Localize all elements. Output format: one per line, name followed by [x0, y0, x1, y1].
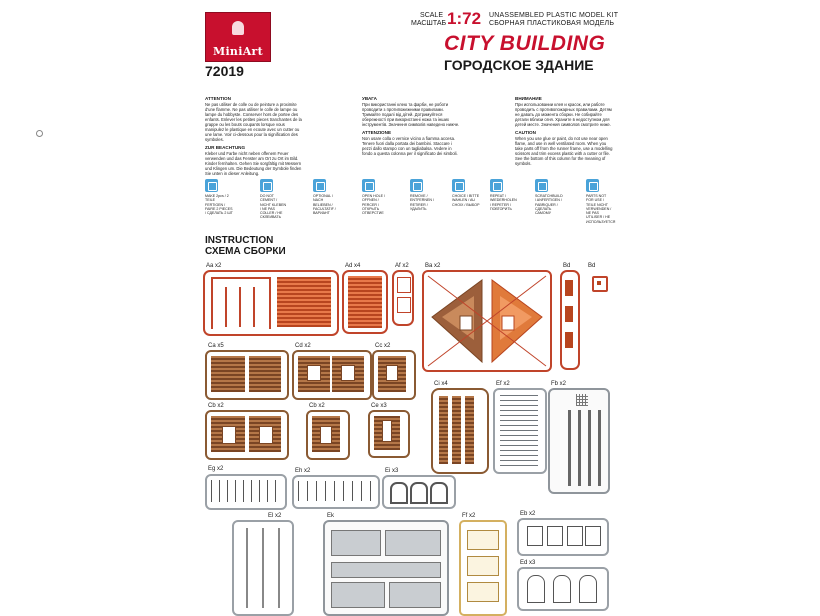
instruction-heading-en: INSTRUCTION — [205, 235, 274, 246]
instruction-heading — [205, 235, 286, 257]
fr-text: Ne pas utiliser de colle ou de peinture a proximite d'une flamme. Ne pas utiliser le colle de lampe ou lampe du hobbyste. Conserver hors de portee des enfants. Enlever les petites pieces tranchantes de la grappe ou les bouts coupants lorsque vous manipulez le plastique en ecoute avec un cutter ou une lame. Voir ci-dessous pour la signification des symboles. — [205, 102, 302, 142]
kit-type-ru: СБОРНАЯ ПЛАСТИКОВАЯ МОДЕЛЬ — [489, 20, 615, 27]
sprue-ad — [342, 270, 388, 334]
part-label-eb: Eb x2 — [520, 511, 536, 517]
part-label-eh: Eh x2 — [295, 468, 311, 474]
de-text: Kleber und Farbe nicht neben offenem Feuer verwenden und das Fenster am Ort zu Ort im Bild. Kinder fernhalten. Gehen Sie sorgfältig mit Messern und Klingen um. Die Bedeutung der Symbole finden Sie unten in dieser Anleitung. — [205, 151, 302, 176]
part-label-ei: Ei x3 — [385, 468, 399, 474]
ru-heading: ВНИМАНИЕ — [515, 96, 542, 101]
part-label-ek: Ek — [327, 513, 335, 519]
sprue-cd — [292, 350, 372, 400]
scale-label — [411, 12, 447, 28]
part-label-ed: Ed x3 — [520, 560, 536, 566]
sprue-cb-1 — [205, 410, 289, 460]
part-label-ci: Ci x4 — [434, 381, 448, 387]
column-ru-it — [362, 96, 462, 159]
sprue-eh — [292, 475, 380, 509]
sprue-el — [232, 520, 294, 616]
scratch-build-icon — [535, 179, 548, 192]
sprue-ek — [323, 520, 449, 616]
scale-label-en: SCALE — [420, 12, 443, 19]
miniart-logo — [205, 12, 271, 62]
sprue-ba-gables — [424, 272, 550, 370]
logo-figure-icon — [232, 21, 244, 35]
part-label-ce: Ce x3 — [371, 403, 387, 409]
column-ru-en — [515, 96, 615, 169]
part-label-cb-1: Cb x2 — [208, 403, 224, 409]
sprue-ff — [459, 520, 507, 616]
sprue-aa-left-panel — [211, 277, 271, 329]
sprue-ca — [205, 350, 289, 400]
optional-icon — [313, 179, 326, 192]
symbol-open-hole: OPEN HOLE / OFFNEN / PERCER / ОТКРЫТЬ ОТВЕРСТИЕ — [362, 179, 390, 215]
part-label-eg: Eg x2 — [208, 466, 224, 472]
fr-heading: ATTENTION — [205, 96, 231, 101]
sprue-ef — [493, 388, 547, 474]
part-label-ad: Ad x4 — [345, 263, 361, 269]
ua-text: При використанні клею та фарби, не роботи проводити з протипожежними правилами. Тримайте подалі від дітей. Дотримуйтеся обережності при використанні ножа та інших інструментів. Значення символів наведено нижче. — [362, 102, 460, 127]
part-label-af: Af x2 — [395, 263, 409, 269]
sprue-aa — [203, 270, 339, 336]
part-label-cd: Cd x2 — [295, 343, 311, 349]
repeat-icon — [490, 179, 503, 192]
symbol-remove: REMOVE / ENTFERNEN / RETIRER / УДАЛИТЬ — [410, 179, 438, 211]
ua-heading: УВАГА — [362, 96, 377, 101]
brand-name: MiniArt — [212, 45, 264, 58]
sprue-af — [392, 270, 414, 326]
en-text: When you use glue or paint, do not use near open flame, and use in well ventilated room. When you take parts off from the runner frame, use a modelling scissors and trim excess plastic with a cutter or file. See the bottom of this column for the meaning of symbols. — [515, 136, 613, 166]
sprue-fb — [548, 388, 610, 494]
sprue-eb — [517, 518, 609, 556]
part-label-aa: Aa x2 — [206, 263, 222, 269]
sprue-ad-brick-panel — [348, 276, 382, 328]
kit-type-en: UNASSEMBLED PLASTIC MODEL KIT — [489, 12, 619, 19]
two-parts-icon — [205, 179, 218, 192]
choice-icon — [452, 179, 465, 192]
it-heading: ATTENZIONE — [362, 130, 392, 135]
scale-value: 1:72 — [447, 9, 482, 28]
sprue-ba — [422, 270, 552, 372]
no-cement-icon — [260, 179, 273, 192]
part-label-cc: Cc x2 — [375, 343, 391, 349]
sprue-ci — [431, 388, 489, 474]
column-fr-de — [205, 96, 305, 179]
part-label-el: El x2 — [268, 513, 282, 519]
part-label-ca: Ca x5 — [208, 343, 224, 349]
open-hole-icon — [362, 179, 375, 192]
part-label-ba: Ba x2 — [425, 263, 441, 269]
scale-label-ru: МАСШТАБ — [411, 20, 447, 27]
sprue-eg — [205, 474, 287, 510]
sprue-bd-2 — [592, 276, 608, 292]
sprue-cb-2 — [306, 410, 350, 460]
symbols-row — [205, 179, 615, 224]
part-label-ef: Ef x2 — [496, 381, 510, 387]
part-label-fb: Fb x2 — [551, 381, 567, 387]
part-label-bd-1: Bd — [563, 263, 571, 269]
symbol-repeat: REPEAT / WIEDERHOLEN / REPETER / ПОВТОРИТЬ — [490, 179, 518, 211]
sprue-cc — [372, 350, 416, 400]
remove-icon — [410, 179, 423, 192]
sprue-ce — [368, 410, 410, 458]
symbol-optional: OPTIONAL / NACH BELIEBEN / FACULTATIF / ВАРИАНТ — [313, 179, 341, 215]
part-label-cb-2: Cb x2 — [309, 403, 325, 409]
sprue-ei — [382, 475, 456, 509]
page-marker-icon — [36, 130, 43, 137]
symbol-choice: CHOICE / BITTE WAHLEN / AU CHOIX / ВЫБОР — [452, 179, 480, 207]
part-label-ff: Ff x2 — [462, 513, 476, 519]
part-label-bd-2: Bd — [588, 263, 596, 269]
en-heading: CAUTION — [515, 130, 536, 135]
instruction-heading-ru: СХЕМА СБОРКИ — [205, 246, 286, 257]
kit-title-ru: ГОРОДСКОЕ ЗДАНИЕ — [444, 57, 594, 73]
ru-text: При использовании клея и красок, или работе проводить с противопожарных правилами. Детям не давать до момента сборки. Не собирайте детали вблизи огня. Храните в недоступном для детей месте. Значения символов смотрите ниже. — [515, 102, 612, 127]
kit-code: 72019 — [205, 63, 244, 79]
symbol-make-2: MAKE 2pcs / 2 TEILE FERTIGEN / FAIRE 2 PIECES / СДЕЛАТЬ 2 ШТ — [205, 179, 233, 215]
sprue-bd-1 — [560, 270, 580, 370]
it-text: Non usare colla o vernice vicino a fiamma accesa. Tenere fuori dalla portata dei bambini. Staccare i pezzi dallo stampo con un tagliabalsa. Vedere in fondo a questa colonna per il significato dei simboli. — [362, 136, 458, 156]
symbol-no-cement: DO NOT CEMENT / NICHT KLEBEN / NE PAS COLLER / НЕ СКЛЕИВАТЬ — [260, 179, 288, 220]
de-heading: ZUR BEACHTUNG — [205, 145, 246, 150]
kit-title-en: CITY BUILDING — [444, 32, 606, 55]
symbol-not-for-use: PARTS NOT FOR USE / TEILE NICHT VERWENDEN / NE PAS UTILISER / НЕ ИСПОЛЬЗУЕТСЯ — [586, 179, 614, 224]
sprue-ed — [517, 567, 609, 611]
not-for-use-icon — [586, 179, 599, 192]
sprue-aa-brick-panel — [277, 277, 331, 327]
symbol-scratchbuild: SCRATCHBUILD / ANFERTIGEN / FABRIQUER / СДЕЛАТЬ САМОМУ — [535, 179, 563, 215]
